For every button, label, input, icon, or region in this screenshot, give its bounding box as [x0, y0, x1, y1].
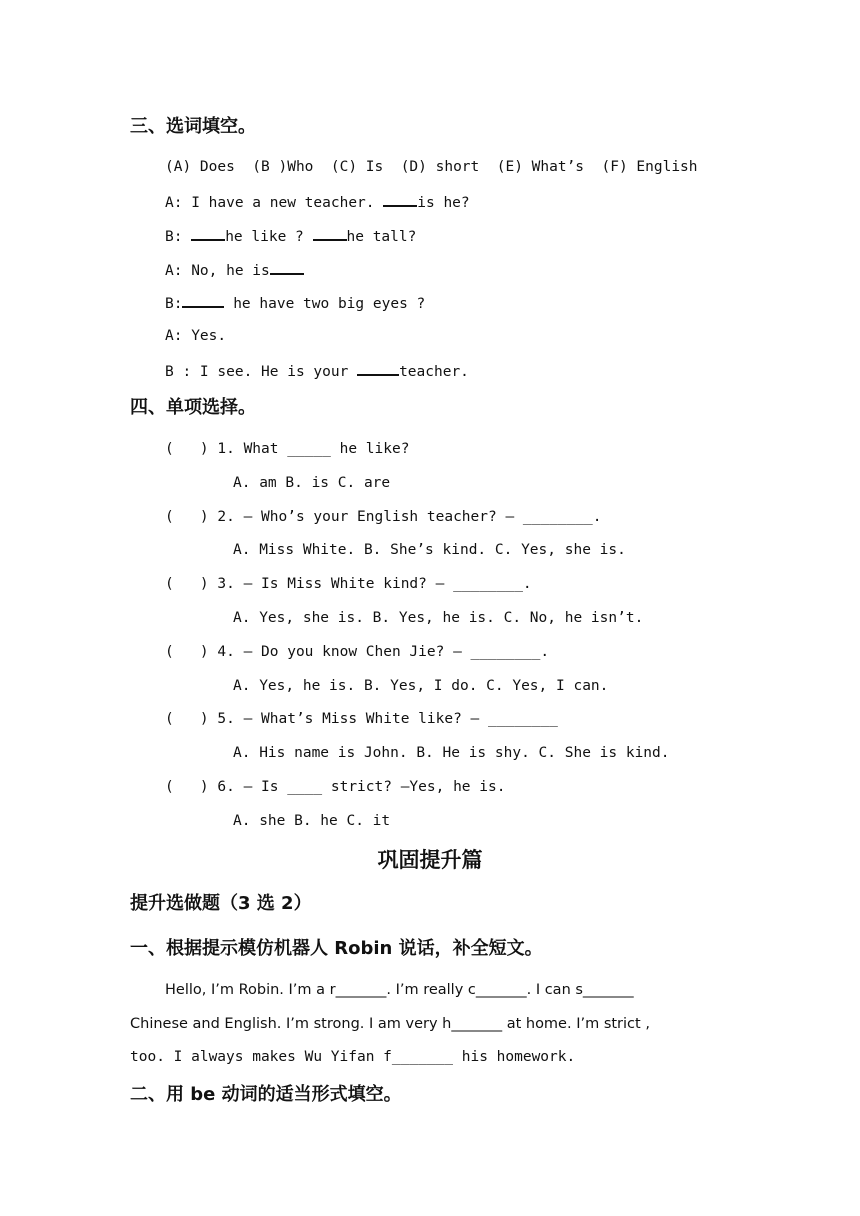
- section-title: 巩固提升篇: [377, 848, 483, 872]
- dialogue-line-3: A: No, he is: [165, 259, 304, 281]
- blank[interactable]: [383, 191, 417, 207]
- word-options: (A) Does (B )Who (C) Is (D) short (E) What’s (F) English: [165, 159, 698, 175]
- question-3: ( ) 3. — Is Miss White kind? — ________.: [165, 576, 532, 592]
- question-1-options: A. am B. is C. are: [233, 475, 391, 491]
- question-2: ( ) 2. — Who’s your English teacher? — ________.: [165, 509, 602, 525]
- blank[interactable]: [357, 360, 399, 376]
- question-4: ( ) 4. — Do you know Chen Jie? — ________.: [165, 644, 550, 660]
- optional-subtitle: 提升选做题（3 选 2）: [130, 893, 312, 914]
- question-5: ( ) 5. — What’s Miss White like? — ________: [165, 711, 558, 727]
- passage-line-1: Hello, I’m Robin. I’m a r_______. I’m really c_______. I can s_______: [165, 982, 634, 998]
- passage-line-2: Chinese and English. I’m strong. I am very h_______ at home. I’m strict ,: [130, 1016, 650, 1032]
- question-2-options: A. Miss White. B. She’s kind. C. Yes, she is.: [233, 542, 626, 558]
- blank[interactable]: [182, 292, 224, 308]
- dialogue-line-5: A: Yes.: [165, 328, 227, 344]
- question-4-options: A. Yes, he is. B. Yes, I do. C. Yes, I can.: [233, 678, 609, 694]
- question-5-options: A. His name is John. B. He is shy. C. She is kind.: [233, 745, 670, 761]
- dialogue-line-2: B: he like ? he tall?: [165, 225, 416, 247]
- dialogue-line-6: B : I see. He is your teacher.: [165, 360, 469, 382]
- question-1: ( ) 1. What _____ he like?: [165, 441, 410, 457]
- passage-line-3: too. I always makes Wu Yifan f_______ his homework.: [130, 1049, 576, 1065]
- question-6-options: A. she B. he C. it: [233, 813, 391, 829]
- section-3-heading: 三、选词填空。: [130, 116, 256, 137]
- question-6: ( ) 6. — Is ____ strict? —Yes, he is.: [165, 779, 506, 795]
- section-4-heading: 四、单项选择。: [130, 397, 256, 418]
- part-1-heading: 一、根据提示模仿机器人 Robin 说话，补全短文。: [130, 938, 543, 959]
- question-3-options: A. Yes, she is. B. Yes, he is. C. No, he isn’t.: [233, 610, 644, 626]
- part-2-heading: 二、用 be 动词的适当形式填空。: [130, 1084, 402, 1105]
- blank[interactable]: [270, 259, 304, 275]
- dialogue-line-1: A: I have a new teacher. is he?: [165, 191, 470, 213]
- blank[interactable]: [191, 225, 225, 241]
- dialogue-line-4: B: he have two big eyes ?: [165, 292, 425, 314]
- blank[interactable]: [313, 225, 347, 241]
